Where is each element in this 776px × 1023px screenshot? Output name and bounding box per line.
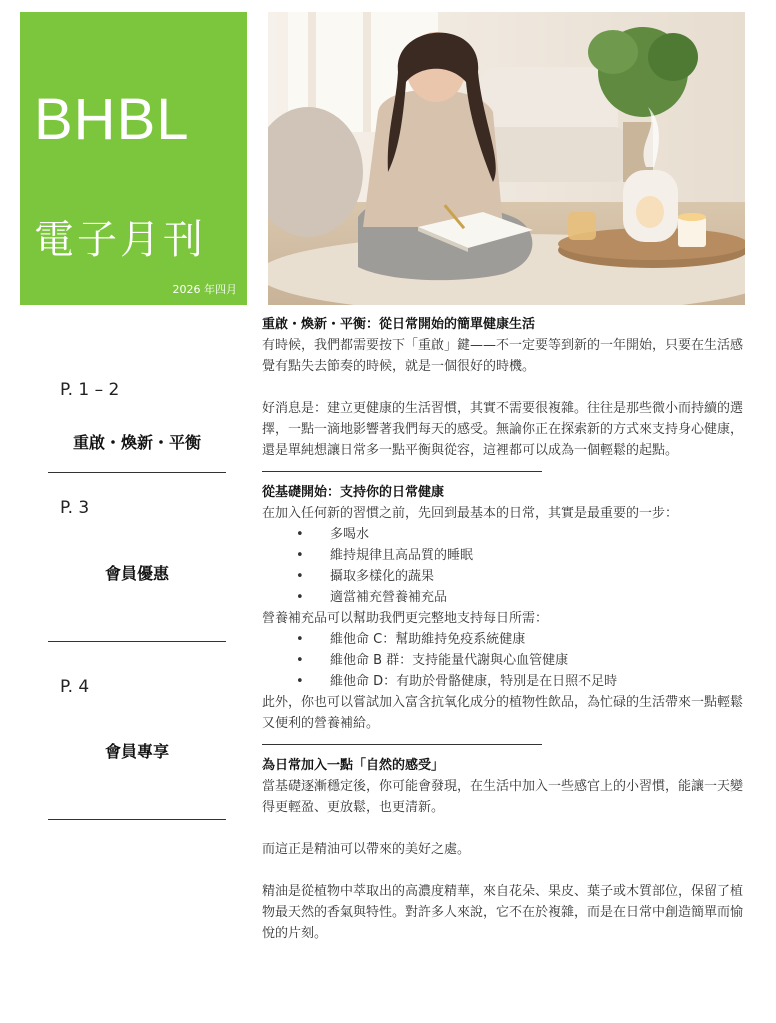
toc-entry-title: 會員專享: [104, 742, 169, 761]
issue-date: 2026 年四月: [172, 283, 237, 296]
toc-entry-title: 重啟・煥新・平衡: [72, 433, 201, 452]
paragraph: 而這正是精油可以帶來的美好之處。: [262, 842, 471, 857]
toc-divider: [48, 819, 226, 820]
section-divider: [262, 471, 542, 482]
newsletter-subtitle: 電子月刊: [34, 217, 206, 263]
paragraph: 營養補充品可以幫助我們更完整地支持每日所需：: [262, 611, 549, 626]
toc-divider: [48, 641, 226, 642]
section-divider: [262, 744, 542, 755]
paragraph: 此外，你也可以嘗試加入富含抗氧化成分的植物性飲品，為忙碌的生活帶來一點輕鬆又便利的營養補給。: [262, 695, 744, 731]
paragraph: 精油是從植物中萃取出的高濃度精華，來自花朵、果皮、葉子或木質部位，保留了植物最天然的香氣與特性。對許多人來說，它不在於複雜，而是在日常中創造簡單而愉悅的片刻。: [262, 884, 744, 941]
list-item: • 維他命 C：幫助維持免疫系統健康: [262, 629, 748, 650]
toc-page-number: P. 4: [60, 677, 90, 697]
list-item: • 攝取多樣化的蔬果: [262, 566, 748, 587]
list-item: • 維他命 D：有助於骨骼健康，特別是在日照不足時: [262, 671, 748, 692]
section-heading: 為日常加入一點「自然的感受」: [262, 758, 445, 773]
habit-list: [262, 524, 748, 608]
section-heading: 從基礎開始：支持你的日常健康: [262, 485, 445, 500]
paragraph: 有時候，我們都需要按下「重啟」鍵——不一定要等到新的一年開始，只要在生活感覺有點失去節奏的時候，就是一個很好的時機。: [262, 338, 744, 374]
list-item: • 維他命 B 群：支持能量代謝與心血管健康: [262, 650, 748, 671]
list-item: • 適當補充營養補充品: [262, 587, 748, 608]
hero-photo: [268, 12, 745, 305]
masthead: [20, 12, 247, 305]
woman-journaling-illustration: [268, 12, 745, 305]
toc-page-number: P. 1 – 2: [60, 380, 120, 400]
brand-title: BHBL: [34, 87, 190, 152]
paragraph: 好消息是：建立更健康的生活習慣，其實不需要很複雜。往往是那些微小而持續的選擇，一點一滴地影響著我們每天的感受。無論你正在探索新的方式來支持身心健康，還是單純想讓日常多一點平衡與從容，這裡都可以成為一個輕鬆的起點。: [262, 401, 744, 458]
list-item: • 維持規律且高品質的睡眠: [262, 545, 748, 566]
list-item: • 多喝水: [262, 524, 748, 545]
vitamin-list: [262, 629, 748, 692]
paragraph: 當基礎逐漸穩定後，你可能會發現，在生活中加入一些感官上的小習慣，能讓一天變得更輕盈、更放鬆，也更清新。: [262, 779, 744, 815]
toc-page-number: P. 3: [60, 498, 90, 518]
toc-entry-title: 會員優惠: [104, 564, 169, 583]
toc-divider: [48, 472, 226, 473]
paragraph: 在加入任何新的習慣之前，先回到最基本的日常，其實是最重要的一步：: [262, 506, 679, 521]
article-body: [262, 314, 748, 944]
section-heading: 重啟・煥新・平衡：從日常開始的簡單健康生活: [262, 317, 536, 332]
